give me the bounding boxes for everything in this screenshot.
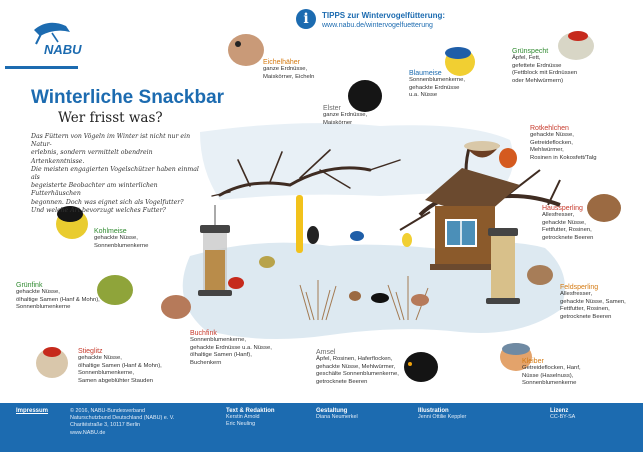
food-line: Sonnenblumenkerne, <box>409 77 466 83</box>
food-line: Fettfutter, Rosinen, <box>560 306 610 313</box>
food-line: getrocknete Beeren <box>542 234 594 241</box>
bird-food <box>263 66 314 81</box>
footer-line: Diana Neumerkel <box>316 414 358 420</box>
footer-line: Kerstin Arnold <box>226 414 260 420</box>
intro-line: Und welche Art bevorzugt welches Futter? <box>31 206 166 214</box>
footer-impressum <box>70 408 174 437</box>
bird-name: Grünfink <box>16 282 43 289</box>
bird-feldsperling <box>560 284 626 321</box>
food-line: Sonnenblumenkerne <box>522 380 577 387</box>
page-title: Winterliche Snackbar <box>31 87 225 108</box>
food-line: Getreideflocken, Hanf, <box>522 365 581 371</box>
food-line: Samen abgeblühter Stauden <box>78 377 153 384</box>
bird-rotkehlchen <box>530 125 596 162</box>
bird-food <box>316 356 399 386</box>
food-line: Allesfresser, <box>560 291 593 297</box>
food-line: gehackte Nüsse, <box>94 235 138 241</box>
bird-name: Elster <box>323 105 341 112</box>
bird-food <box>94 235 148 250</box>
bird-elster <box>323 105 367 127</box>
footer-illustration <box>418 408 466 421</box>
bird-name: Grünspecht <box>512 48 549 55</box>
bird-blaumeise <box>409 70 465 100</box>
footer-text-redaktion <box>226 408 275 428</box>
intro-text <box>31 133 199 215</box>
food-line: Sonnenblumenkerne, <box>78 370 135 377</box>
bird-kohlmeise <box>94 228 148 250</box>
food-line: Sonnenblumenkerne <box>16 304 71 311</box>
bird-name: Amsel <box>316 349 336 356</box>
footer-line: Eric Neuling <box>226 421 256 428</box>
food-line: Sonnenblumenkerne <box>94 242 149 249</box>
food-line: gehackte Erdnüsse <box>409 84 460 91</box>
nabu-stork-logo <box>34 23 70 44</box>
food-line: gehackte Nüsse, <box>78 355 122 361</box>
intro-line: erlebnis, sondern vermittelt obendrein Artenkenntnisse. <box>31 149 153 165</box>
food-line: gehackte Nüsse, Mehlwürmer, <box>316 363 396 370</box>
bird-name: Haussperling <box>542 205 583 212</box>
bird-stieglitz <box>78 348 162 385</box>
bird-gruenspecht <box>512 48 577 85</box>
food-line: Äpfel, Fett, <box>512 55 541 61</box>
food-line: gehackte Nüsse, <box>16 289 60 295</box>
food-line: getrocknete Beeren <box>560 313 612 320</box>
logo-underline <box>5 66 78 69</box>
bird-name: Kleiber <box>522 358 544 365</box>
bird-name: Blaumeise <box>409 70 442 77</box>
bird-amsel <box>316 349 399 386</box>
bird-food <box>530 132 596 162</box>
tips-title: TIPPS zur Wintervogelfütterung: <box>322 11 446 20</box>
bird-food <box>560 291 626 321</box>
footer-line: CC-BY-SA <box>550 414 576 420</box>
info-icon: i <box>296 9 316 29</box>
nut-feeder-tube <box>486 228 520 304</box>
bird-buchfink <box>190 330 272 367</box>
footer-link[interactable]: www.NABU.de <box>70 429 106 436</box>
food-line: geschälte Sonnenblumenkerne, <box>316 371 399 378</box>
bird-eichelhaeher <box>263 59 314 81</box>
footer <box>0 403 643 452</box>
food-line: gehackte Nüsse, <box>542 219 586 226</box>
bird-food <box>522 365 581 388</box>
food-line: Allesfresser, <box>542 212 575 218</box>
page-subtitle: Wer frisst was? <box>58 110 163 126</box>
seed-feeder-tube <box>198 205 232 296</box>
bird-name: Buchfink <box>190 330 217 337</box>
bird-gruenfink <box>16 282 100 312</box>
intro-line: Die meisten engagierten Vogelschützer haben einmal als <box>31 165 199 182</box>
footer-gestaltung <box>316 408 358 421</box>
food-line: Sonnenblumenkerne, <box>190 337 247 343</box>
bird-food <box>409 77 465 100</box>
food-line: Maiskörner <box>323 119 353 126</box>
food-line: ölhaltige Samen (Hanf & Mohn), <box>78 362 162 369</box>
food-line: Äpfel, Rosinen, Haferflocken, <box>316 356 393 362</box>
food-line: (Fettblock mit Erdnüssen <box>512 70 578 77</box>
nabu-logo-text: NABU <box>44 42 82 57</box>
footer-heading: Illustration <box>418 408 449 414</box>
bird-food <box>78 355 162 385</box>
food-line: getrocknete Beeren <box>316 378 368 385</box>
food-line: ölhaltige Samen (Hanf), <box>190 352 252 359</box>
intro-line: begeisterte Beobachter am winterlichen Futterhäuschen <box>31 182 158 198</box>
footer-heading: Text & Redaktion <box>226 408 275 414</box>
footer-line: Jenni Ottilie Keppler <box>418 414 467 420</box>
footer-heading: Gestaltung <box>316 408 348 414</box>
food-line: Maiskörner, Eicheln <box>263 73 315 80</box>
food-line: ölhaltige Samen (Hanf & Mohn), <box>16 296 100 303</box>
footer-impressum-label <box>16 408 48 414</box>
bird-name: Kohlmeise <box>94 228 127 235</box>
food-line: Mehlwürmer, <box>530 147 564 154</box>
bird-name: Rotkehlchen <box>530 125 569 132</box>
intro-line: Das Füttern von Vögeln im Winter ist nicht nur ein Natur- <box>31 133 191 149</box>
footer-line: Charitéstraße 3, 10117 Berlin <box>70 422 141 429</box>
tips-url[interactable]: www.nabu.de/wintervogelfuetterung <box>322 22 433 29</box>
footer-line: Naturschutzbund Deutschland (NABU) e. V. <box>70 415 175 422</box>
bird-food <box>190 337 272 367</box>
food-line: Nüsse (Haselnuss), <box>522 372 574 379</box>
food-line: oder Mehlwürmern) <box>512 77 564 84</box>
footer-lizenz <box>550 408 575 421</box>
bird-food <box>542 212 593 242</box>
bird-kleiber <box>522 358 581 388</box>
food-line: Fettfutter, Rosinen, <box>542 227 592 234</box>
footer-heading: Lizenz <box>550 408 569 414</box>
food-line: gefettete Erdnüsse <box>512 62 562 69</box>
bird-food <box>512 55 577 85</box>
food-line: ganze Erdnüsse, <box>323 112 368 118</box>
food-line: Buchenkern <box>190 359 222 366</box>
footer-heading: Impressum <box>16 408 49 414</box>
bird-name: Stieglitz <box>78 348 103 355</box>
food-line: Getreideflocken, <box>530 139 573 146</box>
corn-cob <box>296 195 303 253</box>
food-line: gehackte Nüsse, Samen, <box>560 298 626 305</box>
food-line: ganze Erdnüsse, <box>263 66 308 72</box>
food-line: gehackte Nüsse, <box>530 132 574 138</box>
bird-food <box>16 289 100 312</box>
bird-name: Feldsperling <box>560 284 599 291</box>
food-line: u.a. Nüsse <box>409 92 438 99</box>
food-line: gehackte Erdnüsse u.a. Nüsse, <box>190 344 272 351</box>
bird-name: Eichelhäher <box>263 59 300 66</box>
footer-line: © 2016, NABU-Bundesverband <box>70 408 145 414</box>
bird-haussperling <box>542 205 593 242</box>
food-line: Rosinen in Kokosfett/Talg <box>530 154 597 161</box>
intro-line: begonnen. Doch was eignet sich als Vogelfutter? <box>31 198 184 206</box>
bird-food <box>323 112 367 127</box>
